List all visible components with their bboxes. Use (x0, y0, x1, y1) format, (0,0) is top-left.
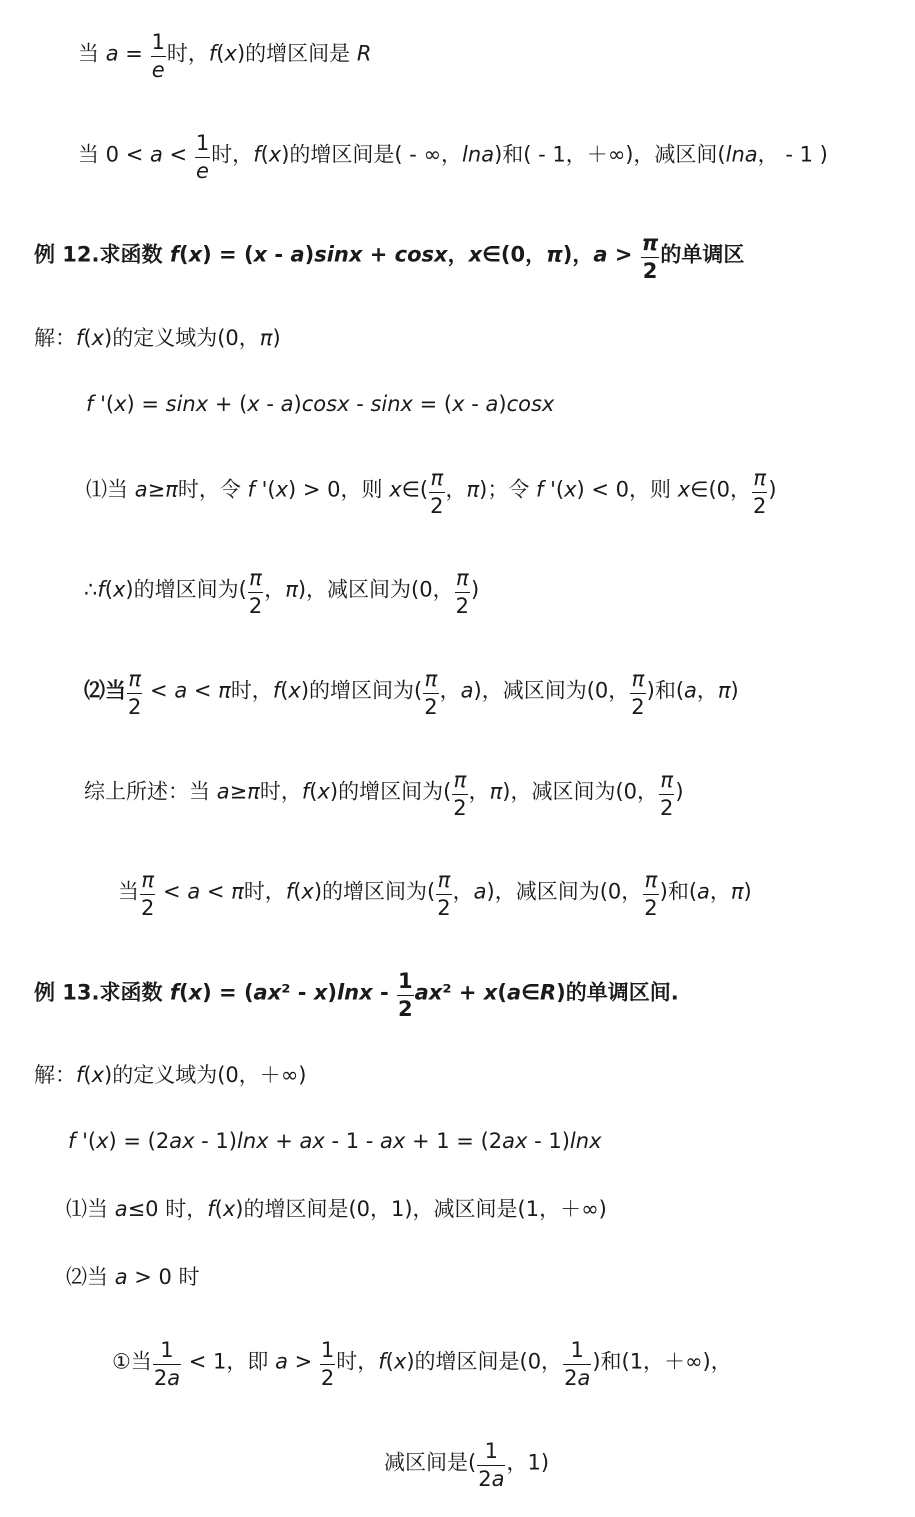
text-run: ) (470, 577, 480, 602)
fraction-denominator: 2a (564, 1366, 591, 1390)
fraction-denominator: 2 (453, 796, 467, 820)
math-symbol: x (468, 242, 483, 267)
text-run: ， (709, 879, 731, 904)
text-run: ， (452, 879, 474, 904)
fraction (429, 468, 444, 517)
fraction-denominator: 2 (248, 594, 263, 618)
fraction-numerator: π (752, 468, 767, 493)
example-12-case-2 (84, 667, 739, 719)
text-run: )，减区间为(0， (297, 577, 454, 602)
text-run: ( (83, 1063, 92, 1087)
text-run: )和( (646, 678, 685, 703)
fraction-numerator: π (429, 468, 444, 493)
text-run: )的增区间为( (300, 678, 423, 703)
text-run: - (349, 392, 371, 416)
text-run: '( (75, 1129, 97, 1153)
fraction-numerator: π (455, 568, 470, 593)
math-symbol: f (169, 242, 179, 267)
text-run: ，1) (506, 1450, 550, 1475)
text-run: ) (675, 779, 684, 804)
text-run: ( (280, 678, 289, 703)
text-run: + (268, 1129, 300, 1153)
text-run: ( (216, 41, 225, 66)
math-symbol: R (539, 980, 557, 1005)
text-run: )，减区间为(0， (486, 879, 643, 904)
fraction-numerator: π (436, 870, 451, 895)
text-run: )的增区间为( (313, 879, 436, 904)
text-run: ≥ (147, 477, 166, 502)
text-run: ) = ( (202, 242, 254, 267)
math-symbol: x (564, 477, 577, 502)
text-run: < (162, 142, 194, 167)
text-run: )的增区间是(0， (406, 1349, 563, 1374)
math-symbol: x (188, 980, 203, 1005)
example-13-case-1 (66, 1189, 607, 1229)
text-run: ⑴当 (66, 1197, 115, 1221)
text-run: ∈( (401, 477, 429, 502)
text-run: )和( (659, 879, 698, 904)
text-run: > 0 时 (127, 1265, 200, 1289)
text-run: ) > 0，则 (288, 477, 390, 502)
text-run: )的增区间是 (236, 41, 357, 66)
math-symbol: x (268, 142, 282, 167)
math-symbol: a (684, 678, 697, 703)
math-symbol: π (231, 879, 244, 904)
math-symbol: ax (380, 1129, 406, 1153)
math-symbol: cosx (506, 392, 555, 416)
text-run: ， (696, 678, 718, 703)
fraction (641, 233, 660, 282)
math-symbol: sinx (370, 392, 413, 416)
math-symbol: a (593, 242, 608, 267)
math-symbol: lnx (236, 1129, 269, 1153)
math-symbol: x (483, 980, 498, 1005)
text-run: ⑴当 (86, 477, 135, 502)
text-run: ) = (2 (108, 1129, 170, 1153)
fraction-numerator: π (452, 770, 467, 795)
text-run: ( (260, 142, 269, 167)
fraction-numerator: π (659, 770, 674, 795)
math-symbol: a (105, 41, 119, 66)
fraction (436, 870, 451, 919)
text-run: )的增区间是( - ∞， (281, 142, 463, 167)
text-run: 时， (336, 1349, 379, 1374)
math-symbol: f (207, 1197, 215, 1221)
math-symbol: x (275, 477, 289, 502)
fraction (452, 770, 467, 819)
text-run: ≤0 时， (127, 1197, 208, 1221)
math-symbol: x (393, 1349, 407, 1374)
math-symbol: π (218, 678, 231, 703)
text-run: ) (743, 879, 752, 904)
text-run: ( (178, 242, 189, 267)
text-run: ( (385, 1349, 394, 1374)
math-symbol: lnx (336, 980, 373, 1005)
fraction-numerator: 1 (320, 1340, 335, 1365)
math-symbol: f (97, 577, 105, 602)
math-symbol: x (112, 577, 126, 602)
example-12-summary-1 (84, 768, 684, 820)
text-run: )的增区间是(0，1)，减区间是(1，＋∞) (235, 1197, 607, 1221)
text-run: < (187, 678, 219, 703)
math-symbol: f (253, 142, 261, 167)
math-symbol: f (76, 326, 84, 350)
fraction (423, 669, 438, 718)
fraction-denominator: 2 (398, 997, 413, 1021)
fraction-denominator: 2 (631, 695, 645, 719)
text-run: 时， (211, 142, 254, 167)
text-run: )，减区间为(0， (473, 678, 630, 703)
fraction-denominator: 2 (644, 896, 658, 920)
fraction (455, 568, 470, 617)
text-run: 时，令 (177, 477, 248, 502)
math-symbol: x (188, 242, 203, 267)
fraction-numerator: π (641, 233, 660, 258)
example-13-derivative (68, 1121, 602, 1161)
fraction-denominator: 2 (320, 1366, 335, 1390)
math-symbol: f (378, 1349, 386, 1374)
text-run: ) (293, 392, 302, 416)
fraction (140, 870, 155, 919)
math-symbol: a (216, 779, 230, 804)
fraction (248, 568, 263, 617)
text-run: - 1) (194, 1129, 237, 1153)
text-run: ∈ (521, 980, 540, 1005)
math-symbol: a (114, 1197, 128, 1221)
fraction-denominator: 2 (437, 896, 451, 920)
fraction (127, 669, 142, 718)
text-run: + 1 = (2 (405, 1129, 503, 1153)
fraction-numerator: 1 (477, 1441, 505, 1466)
text-run: ( (309, 779, 318, 804)
math-symbol: f (68, 1129, 76, 1153)
math-symbol: f (301, 779, 310, 804)
fraction-denominator: 2 (660, 796, 674, 820)
math-symbol: x (313, 980, 328, 1005)
fraction-numerator: 1 (397, 971, 414, 996)
text-run: 综上所述：当 (84, 779, 217, 804)
math-symbol: x (114, 392, 127, 416)
fraction (195, 133, 210, 182)
math-symbol: π (546, 242, 563, 267)
math-symbol: π (247, 779, 260, 804)
math-symbol: x (389, 477, 402, 502)
text-run: 减区间是( (384, 1450, 477, 1475)
text-run: < (156, 879, 188, 904)
line-a-between-0-and-1-over-e (78, 131, 828, 183)
fraction-denominator: 2a (153, 1366, 181, 1390)
text-run: ) (730, 678, 739, 703)
text-run: + (362, 242, 395, 267)
text-run: ) (327, 980, 337, 1005)
math-symbol: a (134, 477, 148, 502)
text-run: = ( (412, 392, 453, 416)
math-symbol: f (76, 1063, 84, 1087)
text-run: ， (447, 242, 469, 267)
math-symbol: x (91, 1063, 105, 1087)
fraction (477, 1441, 505, 1490)
text-run: ( (83, 326, 92, 350)
math-symbol: ax (414, 980, 443, 1005)
text-run: 时， (243, 879, 286, 904)
text-run: + ( (208, 392, 248, 416)
math-symbol: ax (299, 1129, 325, 1153)
fraction-denominator: 2 (424, 695, 438, 719)
fraction-numerator: π (127, 669, 142, 694)
text-run: ) = ( (202, 980, 254, 1005)
fraction-numerator: 1 (151, 32, 166, 57)
text-run: < (143, 678, 175, 703)
text-run: 时， (259, 779, 302, 804)
text-run: - (464, 392, 486, 416)
text-run: ， (264, 577, 286, 602)
example-12-case-1-conclusion (84, 566, 480, 618)
math-symbol: sinx (314, 242, 363, 267)
text-run: )；令 (479, 477, 537, 502)
text-run: ( (104, 577, 113, 602)
text-run: )的定义域为(0， (104, 326, 260, 350)
math-symbol: π (466, 477, 480, 502)
math-symbol: ax (253, 980, 282, 1005)
fraction-numerator: 1 (563, 1340, 591, 1365)
text-run: - 1) (527, 1129, 570, 1153)
text-run: > (607, 242, 640, 267)
math-symbol: π (259, 326, 273, 350)
text-run: ² - (281, 980, 314, 1005)
text-run: )， (562, 242, 594, 267)
text-run: ， - 1 ) (757, 142, 828, 167)
text-run: ∈(0， (690, 477, 752, 502)
math-symbol: a (275, 1349, 288, 1374)
math-symbol: f (272, 678, 281, 703)
fraction (643, 870, 658, 919)
math-symbol: a (149, 142, 163, 167)
text-run: - (372, 980, 397, 1005)
fraction-denominator: e (196, 159, 209, 183)
text-run: )的定义域为(0，＋∞) (104, 1063, 307, 1087)
text-run: 例 13.求函数 (34, 980, 170, 1005)
math-symbol: ax (169, 1129, 195, 1153)
math-symbol: a (114, 1265, 128, 1289)
math-symbol: f (86, 392, 94, 416)
fraction-numerator: 1 (153, 1340, 181, 1365)
text-run: ( (293, 879, 302, 904)
text-run: ， (468, 779, 490, 804)
text-run: ⑵当 (66, 1265, 115, 1289)
math-symbol: f (536, 477, 544, 502)
example-13-solution-domain (34, 1055, 306, 1095)
text-run: '( (543, 477, 565, 502)
math-symbol: sinx (165, 392, 209, 416)
math-symbol: x (301, 879, 314, 904)
math-symbol: a (280, 392, 294, 416)
text-run: 当 (78, 41, 106, 66)
example-12-derivative (86, 384, 554, 424)
text-run: ( (214, 1197, 223, 1221)
text-run: ∈(0， (482, 242, 547, 267)
math-symbol: f (285, 879, 294, 904)
text-run: 当 (118, 879, 139, 904)
math-symbol: a (187, 879, 201, 904)
text-run: - (259, 392, 281, 416)
text-run: )的增区间为( (329, 779, 452, 804)
fraction-numerator: π (140, 870, 155, 895)
text-run: )，减区间为(0， (502, 779, 659, 804)
text-run: ) < 0，则 (576, 477, 678, 502)
fraction-denominator: 2 (128, 695, 142, 719)
math-symbol: π (717, 678, 731, 703)
text-run: ) (304, 242, 315, 267)
example-12-case-1 (86, 466, 777, 518)
fraction-denominator: 2 (430, 494, 444, 518)
math-symbol: π (730, 879, 744, 904)
text-run: ) (768, 477, 777, 502)
math-symbol: lnx (569, 1129, 602, 1153)
math-symbol: R (356, 41, 372, 66)
math-symbol: x (317, 779, 330, 804)
text-run: ∴ (84, 577, 98, 602)
math-symbol: x (224, 41, 237, 66)
text-run: 解： (34, 1063, 76, 1087)
text-run: ( (178, 980, 189, 1005)
example-12-summary-2 (118, 868, 752, 920)
text-run: )的增区间为( (125, 577, 247, 602)
math-symbol: f (169, 980, 179, 1005)
text-run: < 1，即 (182, 1349, 276, 1374)
math-symbol: cosx (301, 392, 350, 416)
text-run: ( (497, 980, 507, 1005)
text-run: ， (445, 477, 467, 502)
fraction-denominator: 2 (642, 259, 658, 283)
math-symbol: cosx (394, 242, 448, 267)
math-symbol: a (473, 879, 487, 904)
text-run: ⑵当 (84, 678, 126, 703)
math-symbol: π (165, 477, 178, 502)
text-run: ) = (126, 392, 166, 416)
math-symbol: π (489, 779, 503, 804)
math-symbol: x (288, 678, 301, 703)
example-12-solution-domain (34, 318, 281, 358)
fraction-denominator: e (151, 58, 165, 82)
text-run: < (200, 879, 232, 904)
text-run: )和( - 1，＋∞)，减区间( (494, 142, 726, 167)
text-run: ≥ (229, 779, 248, 804)
fraction-numerator: π (423, 669, 438, 694)
math-symbol: ax (502, 1129, 528, 1153)
text-run: 时， (166, 41, 209, 66)
math-symbol: x (247, 392, 260, 416)
fraction (630, 669, 645, 718)
fraction (320, 1340, 335, 1389)
math-symbol: lna (725, 142, 758, 167)
text-run: 时， (230, 678, 273, 703)
fraction (752, 468, 767, 517)
text-run: '( (254, 477, 276, 502)
example-13-case-2-sub-1 (112, 1338, 732, 1390)
line-a-eq-1-over-e (78, 30, 372, 82)
fraction-numerator: π (630, 669, 645, 694)
fraction (151, 32, 166, 81)
fraction-denominator: 2 (753, 494, 767, 518)
fraction-numerator: 1 (195, 133, 210, 158)
math-symbol: f (208, 41, 217, 66)
text-run: > (287, 1349, 319, 1374)
math-symbol: x (677, 477, 691, 502)
math-symbol: x (452, 392, 465, 416)
math-symbol: a (460, 678, 474, 703)
text-run: )和(1，＋∞)， (592, 1349, 732, 1374)
fraction-numerator: π (248, 568, 263, 593)
fraction-denominator: 2a (478, 1467, 505, 1491)
text-run: ² + (442, 980, 484, 1005)
math-symbol: a (485, 392, 499, 416)
fraction-numerator: π (643, 870, 658, 895)
math-symbol: f (247, 477, 255, 502)
math-symbol: a (174, 678, 188, 703)
text-run: )的单调区间. (556, 980, 679, 1005)
math-symbol: a (697, 879, 710, 904)
text-run: '( (93, 392, 115, 416)
fraction (397, 971, 414, 1020)
text-run: ) (272, 326, 281, 350)
math-symbol: x (96, 1129, 109, 1153)
text-run: 当 0 < (78, 142, 150, 167)
fraction-denominator: 2 (141, 896, 155, 920)
example-13-heading (34, 969, 679, 1021)
fraction (563, 1340, 591, 1389)
text-run: 解： (34, 326, 76, 350)
example-13-case-2-sub-1-decrease (384, 1439, 550, 1491)
text-run: 的单调区 (660, 242, 745, 267)
math-symbol: x (253, 242, 268, 267)
math-symbol: π (285, 577, 298, 602)
math-symbol: x (222, 1197, 236, 1221)
fraction-denominator: 2 (455, 594, 469, 618)
math-symbol: a (506, 980, 522, 1005)
text-run: - 1 - (324, 1129, 381, 1153)
fraction (659, 770, 674, 819)
math-symbol: a (290, 242, 305, 267)
text-run: ， (439, 678, 461, 703)
text-run: ) (498, 392, 507, 416)
text-run: = (118, 41, 150, 66)
math-symbol: x (91, 326, 105, 350)
example-13-case-2 (66, 1257, 200, 1297)
example-12-heading (34, 231, 745, 283)
math-symbol: lna (462, 142, 495, 167)
text-run: ①当 (112, 1349, 152, 1374)
fraction (153, 1340, 181, 1389)
text-run: - (267, 242, 291, 267)
text-run: 例 12.求函数 (34, 242, 170, 267)
